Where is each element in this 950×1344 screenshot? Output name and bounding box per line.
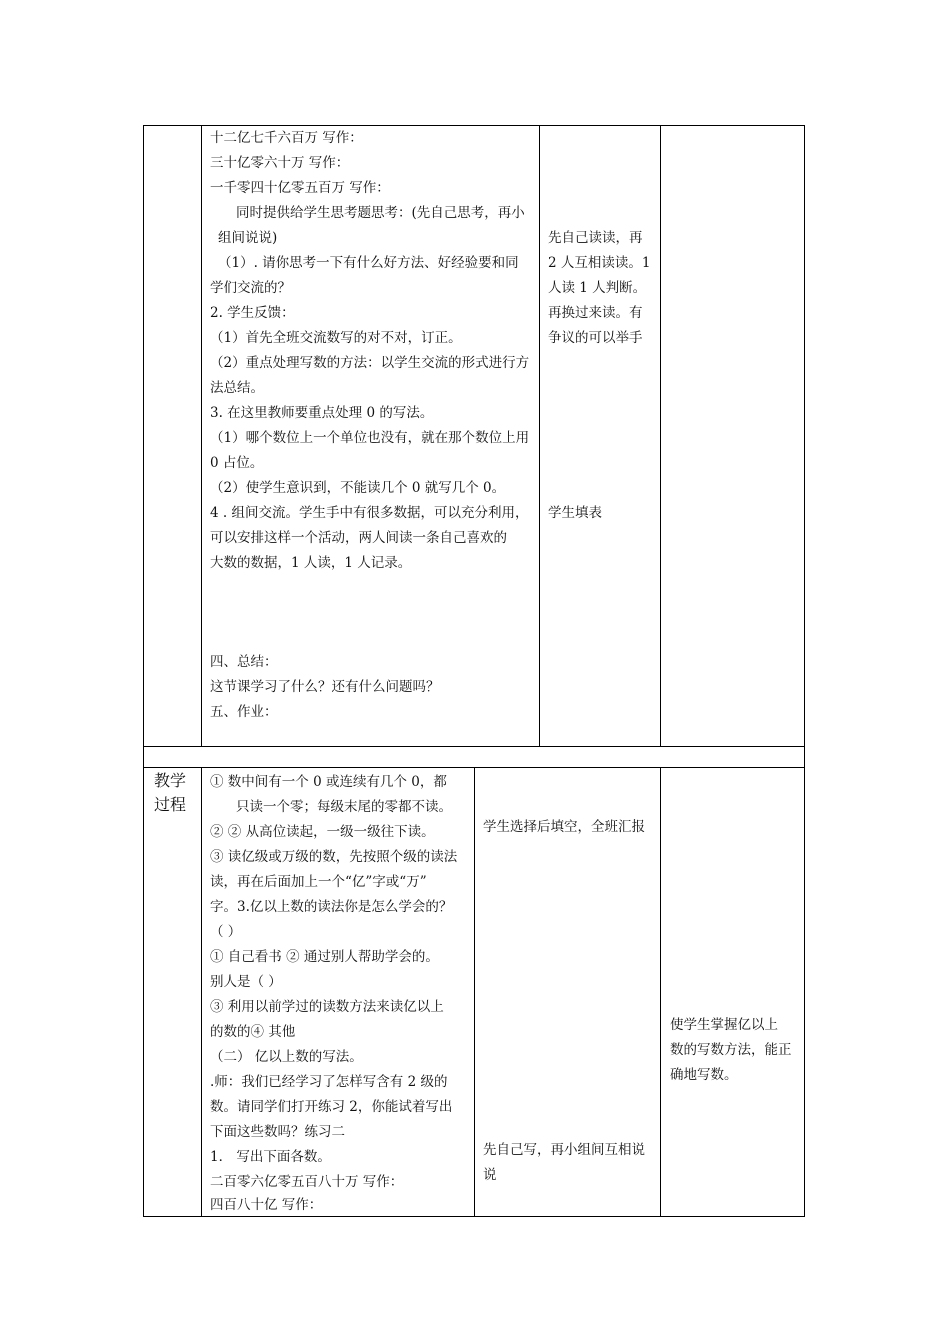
table-cell-line: 法总结。 bbox=[210, 380, 264, 396]
table-cell-line: 读，再在后面加上一个“亿”字或“万” bbox=[210, 874, 427, 890]
table-cell-line: 十二亿七千六百万 写作： bbox=[210, 130, 363, 146]
table-cell-line: 使学生掌握亿以上 bbox=[670, 1017, 778, 1033]
bottom-table-divider-2 bbox=[474, 767, 475, 1217]
table-cell-line: （二） 亿以上数的写法。 bbox=[210, 1049, 363, 1065]
table-cell-line: （2）使学生意识到，不能读几个 0 就写几个 0。 bbox=[210, 480, 506, 496]
top-table-border-right bbox=[804, 125, 805, 747]
table-cell-line: （1）哪个数位上一个单位也没有，就在那个数位上用 bbox=[210, 430, 530, 446]
top-table-border-left bbox=[143, 125, 144, 747]
table-cell-line: 组间说说) bbox=[218, 230, 278, 246]
table-cell-line: 五、作业： bbox=[210, 704, 278, 720]
table-cell-line: （ ） bbox=[210, 924, 242, 940]
bottom-table-divider-1 bbox=[201, 767, 202, 1217]
table-cell-line: ① 数中间有一个 0 或连续有几个 0，都 bbox=[210, 774, 447, 790]
section-label: 教学 bbox=[154, 771, 187, 790]
spacer-row-border-right bbox=[804, 746, 805, 768]
section-label: 过程 bbox=[154, 795, 187, 814]
table-cell-line: 大数的数据，1 人读，1 人记录。 bbox=[210, 555, 412, 571]
table-cell-line: 下面这些数吗？练习二 bbox=[210, 1124, 345, 1140]
table-cell-line: 1． 写出下面各数。 bbox=[210, 1149, 331, 1165]
table-cell-line: 0 占位。 bbox=[210, 455, 264, 471]
table-cell-line: 学们交流的？ bbox=[210, 280, 291, 296]
table-cell-line: ① 自己看书 ② 通过别人帮助学会的。 bbox=[210, 949, 439, 965]
table-cell-line: 只读一个零；每级末尾的零都不读。 bbox=[236, 799, 452, 815]
table-cell-line: （1）. 请你思考一下有什么好方法、好经验要和同 bbox=[218, 255, 519, 271]
top-table-border-bottom bbox=[143, 746, 805, 747]
table-cell-line: 二百零六亿零五百八十万 写作： bbox=[210, 1174, 404, 1190]
bottom-table-border-right bbox=[804, 767, 805, 1217]
table-cell-line: 确地写数。 bbox=[670, 1067, 738, 1083]
table-cell-line: 三十亿零六十万 写作： bbox=[210, 155, 350, 171]
table-cell-line: 字。3.亿以上数的读法你是怎么学会的？ bbox=[210, 899, 453, 915]
bottom-table-border-left bbox=[143, 767, 144, 1217]
table-cell-line: 一千零四十亿零五百万 写作： bbox=[210, 180, 390, 196]
top-table-divider-3 bbox=[660, 125, 661, 747]
table-cell-line: 2. 学生反馈： bbox=[210, 305, 295, 321]
table-cell-line: ② ② 从高位读起，一级一级往下读。 bbox=[210, 824, 435, 840]
table-cell-line: 说 bbox=[483, 1167, 497, 1183]
table-cell-line: 学生选择后填空，全班汇报 bbox=[483, 819, 645, 835]
table-cell-line: （2）重点处理写数的方法：以学生交流的形式进行方 bbox=[210, 355, 530, 371]
table-cell-line: 四、总结： bbox=[210, 654, 278, 670]
table-cell-line: 3. 在这里教师要重点处理 0 的写法。 bbox=[210, 405, 434, 421]
table-cell-line: 人读 1 人判断。 bbox=[548, 280, 647, 296]
table-cell-line: 先自己读读，再 bbox=[548, 230, 643, 246]
table-cell-line: 先自己写，再小组间互相说 bbox=[483, 1142, 645, 1158]
table-cell-line: 数的写数方法，能正 bbox=[670, 1042, 792, 1058]
spacer-row-border-left bbox=[143, 746, 144, 768]
table-cell-line: 争议的可以举手 bbox=[548, 330, 643, 346]
table-cell-line: .师：我们已经学习了怎样写含有 2 级的 bbox=[210, 1074, 448, 1090]
table-cell-line: （1）首先全班交流数写的对不对，订正。 bbox=[210, 330, 462, 346]
table-cell-line: 2 人互相读读。1 bbox=[548, 255, 651, 271]
table-cell-line: 再换过来读。有 bbox=[548, 305, 643, 321]
top-table-divider-2 bbox=[539, 125, 540, 747]
table-cell-line: 四百八十亿 写作： bbox=[210, 1197, 323, 1213]
table-cell-line: 别人是（ ） bbox=[210, 974, 282, 990]
table-cell-line: 学生填表 bbox=[548, 505, 602, 521]
table-cell-line: ③ 利用以前学过的读数方法来读亿以上 bbox=[210, 999, 444, 1015]
bottom-table-divider-3 bbox=[660, 767, 661, 1217]
table-cell-line: 同时提供给学生思考题思考：(先自己思考，再小 bbox=[236, 205, 525, 221]
table-cell-line: 的数的④ 其他 bbox=[210, 1024, 296, 1040]
table-cell-line: ③ 读亿级或万级的数，先按照个级的读法 bbox=[210, 849, 458, 865]
table-cell-line: 4 . 组间交流。学生手中有很多数据，可以充分利用， bbox=[210, 505, 529, 521]
table-cell-line: 这节课学习了什么？还有什么问题吗？ bbox=[210, 679, 440, 695]
table-cell-line: 可以安排这样一个活动，两人间读一条自己喜欢的 bbox=[210, 530, 507, 546]
top-table-divider-1 bbox=[201, 125, 202, 747]
table-cell-line: 数。请同学们打开练习 2，你能试着写出 bbox=[210, 1099, 453, 1115]
